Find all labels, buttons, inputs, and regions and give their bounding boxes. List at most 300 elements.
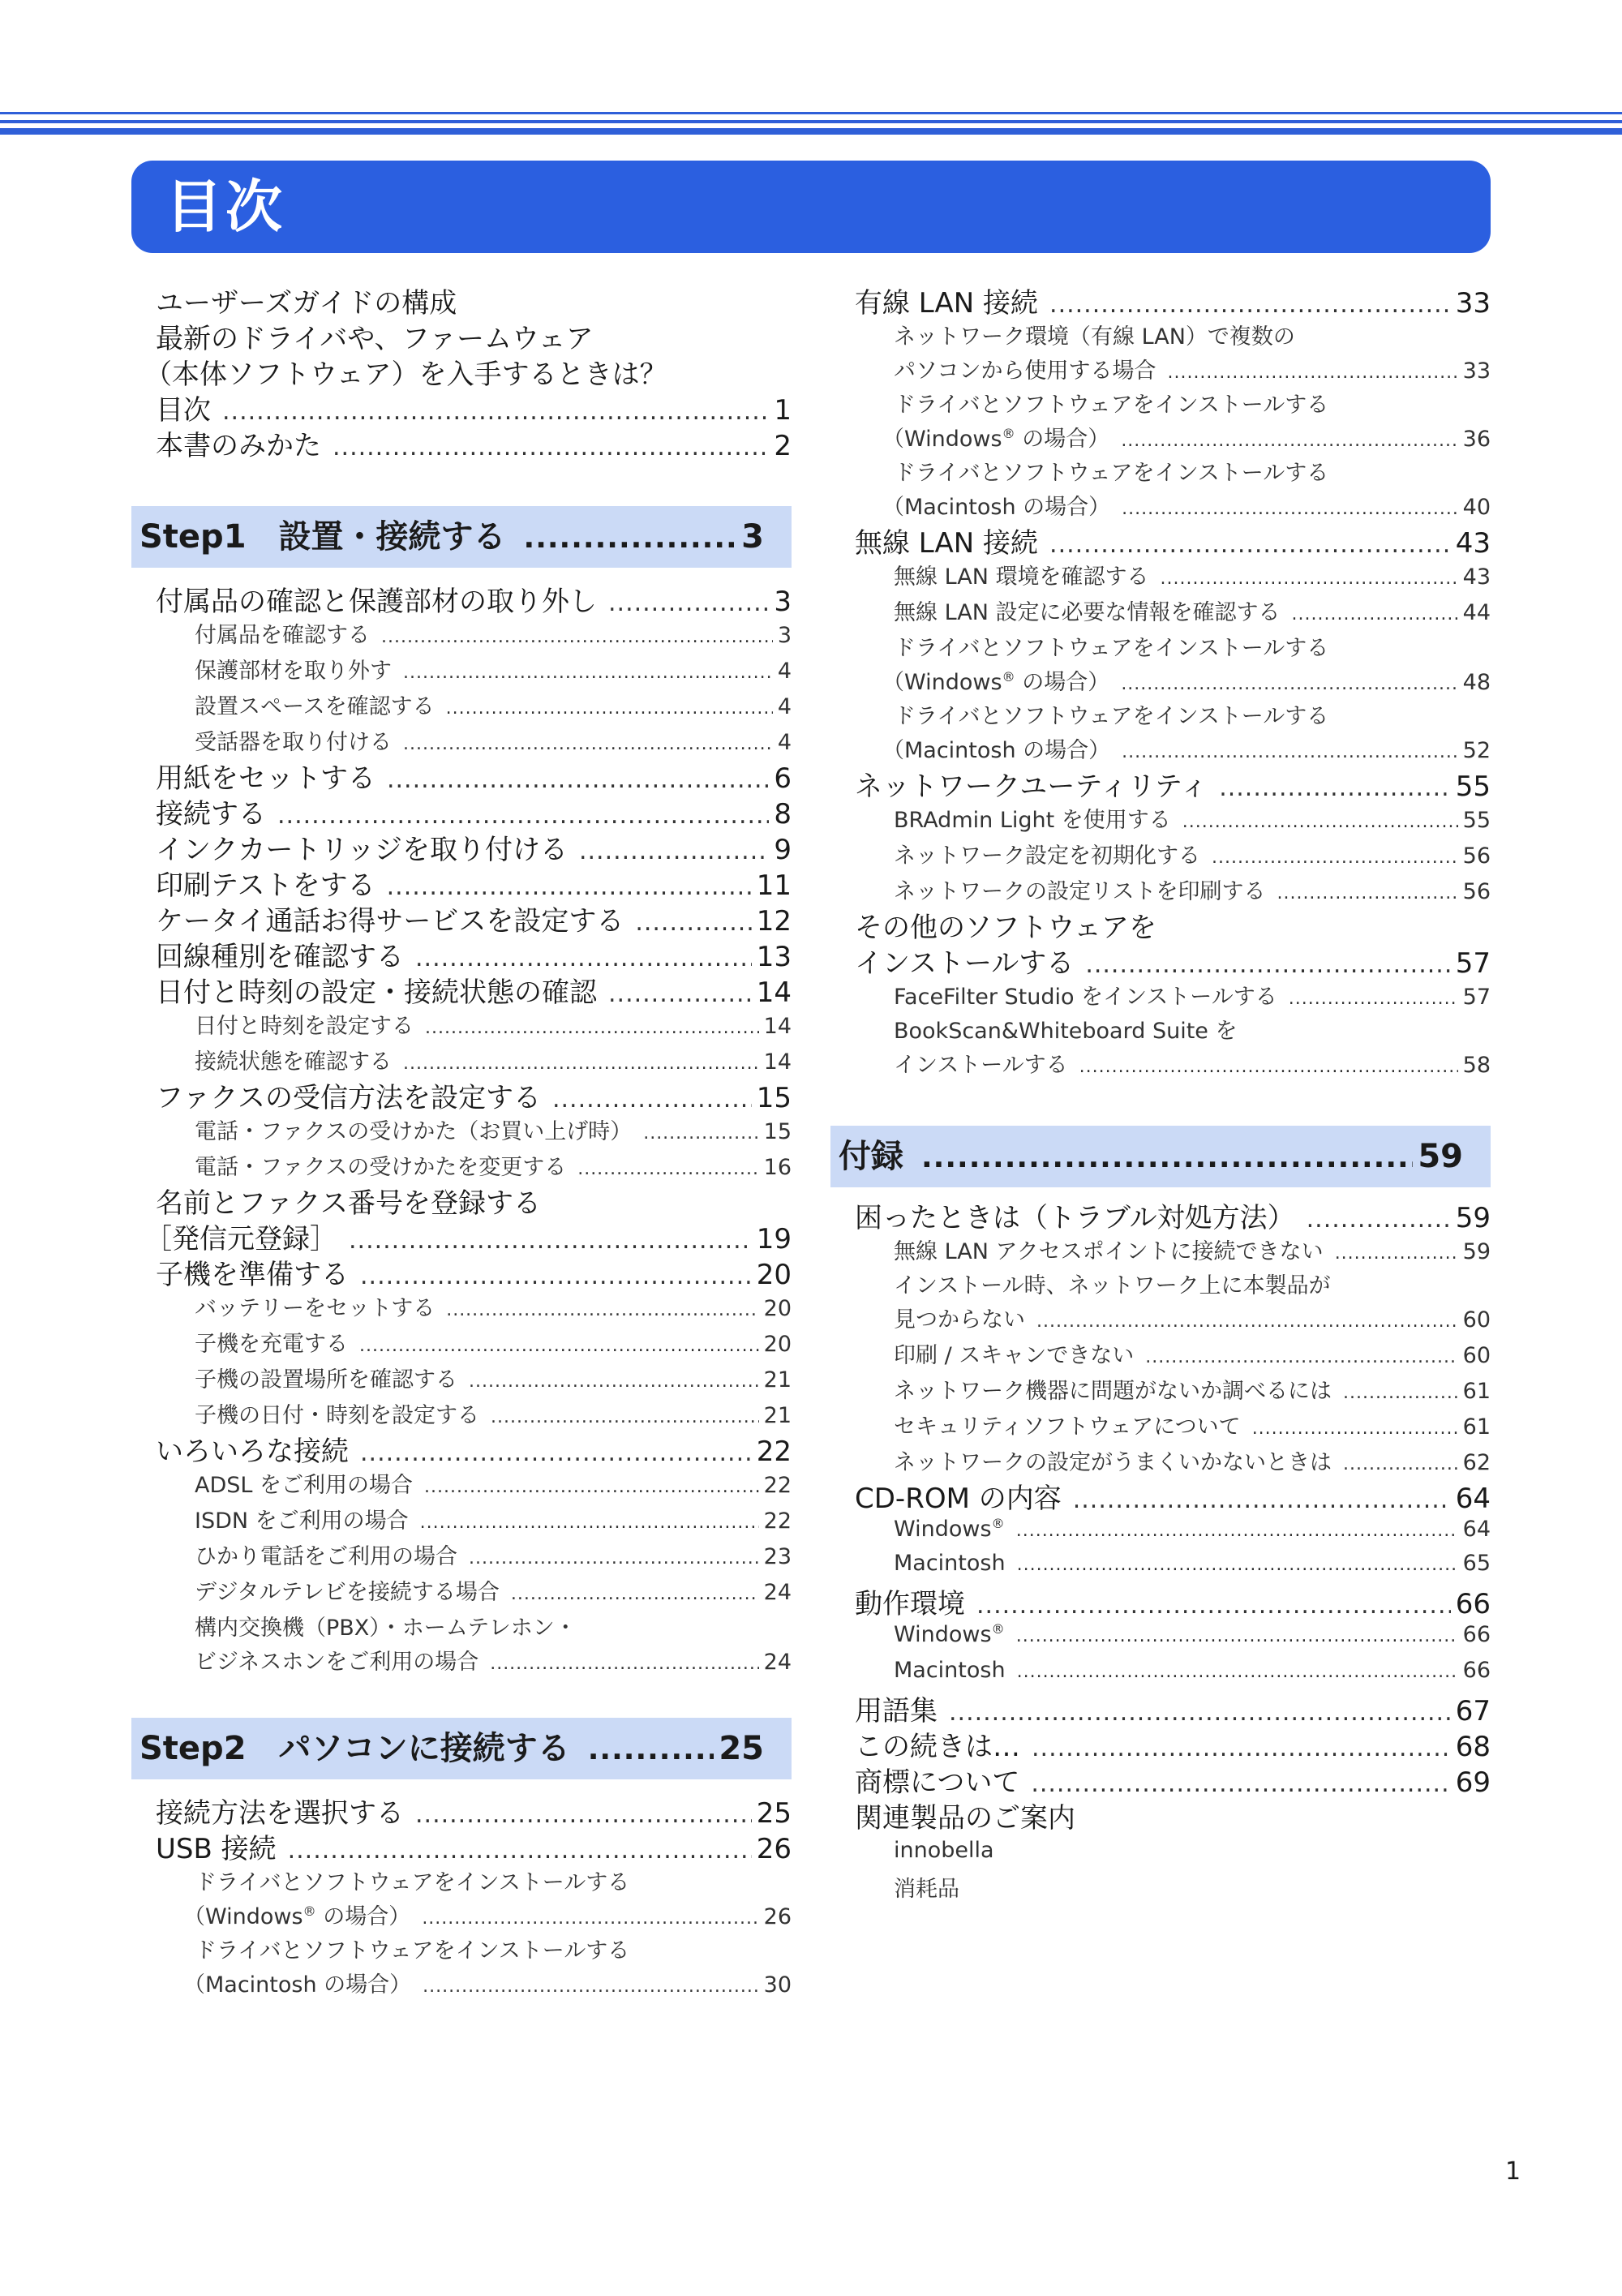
toc-subitem-label: ドライバとソフトウェアをインストールする — [894, 393, 1329, 418]
toc-subitem-label: パソコンから使用する場合 — [894, 358, 1156, 384]
registered-mark: ® — [1002, 669, 1015, 685]
toc-page-number: 21 — [763, 1403, 792, 1428]
section-label: 付録 — [839, 1138, 903, 1175]
toc-page-number: 15 — [763, 1119, 792, 1144]
toc-item-label: 無線 LAN 接続 — [855, 527, 1039, 560]
toc-page-number: 24 — [763, 1650, 792, 1675]
toc-subitem[interactable] — [131, 1364, 792, 1397]
toc-subitem[interactable] — [131, 1577, 792, 1609]
toc-subitem[interactable] — [830, 1304, 1491, 1337]
toc-subitem[interactable] — [131, 1541, 792, 1573]
toc-page-number: 59 — [1462, 1239, 1491, 1264]
toc-subitem-label: ビジネスホンをご利用の場合 — [195, 1650, 479, 1675]
toc-item-label: 用語集 — [855, 1695, 938, 1727]
toc-subitem-label: （Macintosh の場合） — [882, 495, 1111, 520]
toc-page-number: 57 — [1455, 947, 1491, 980]
dot-leader — [1122, 736, 1457, 769]
toc-item-label: 関連製品のご案内 — [855, 1802, 1075, 1835]
toc-item[interactable] — [131, 1080, 792, 1116]
toc-page-number: 14 — [763, 1049, 792, 1075]
toc-item[interactable] — [131, 428, 792, 464]
toc-item[interactable] — [131, 1434, 792, 1470]
toc-subitem-label: （Macintosh の場合） — [183, 1972, 412, 1998]
toc-subitem[interactable] — [131, 620, 792, 652]
dot-leader — [403, 657, 773, 689]
toc-page-number: 33 — [1455, 287, 1491, 320]
registered-mark: ® — [303, 1903, 316, 1919]
dot-leader — [949, 1695, 1451, 1731]
toc-page-number: 2 — [774, 430, 792, 462]
toc-subitem[interactable] — [830, 1236, 1491, 1268]
toc-item[interactable] — [131, 868, 792, 903]
toc-page-number: 26 — [756, 1833, 792, 1865]
section-header-step2[interactable] — [131, 1718, 792, 1779]
toc-subitem-label: BRAdmin Light を使用する — [894, 808, 1171, 833]
toc-subitem-label: 保護部材を取り外す — [195, 659, 392, 684]
toc-subitem-label: 子機を充電する — [195, 1332, 348, 1357]
toc-item[interactable] — [131, 903, 792, 939]
toc-page-number: 62 — [1462, 1450, 1491, 1475]
toc-subitem[interactable] — [830, 1015, 1491, 1048]
toc-item-label: 付属品の確認と保護部材の取り外し — [156, 586, 597, 618]
toc-item-label: 用紙をセットする — [156, 762, 375, 795]
toc-subitem[interactable] — [830, 1654, 1491, 1687]
dot-leader — [1049, 527, 1451, 563]
toc-item-label: 困ったときは（トラブル対処方法） — [855, 1202, 1295, 1234]
header-rule-thick — [0, 128, 1622, 135]
title-banner — [131, 161, 1491, 253]
registered-mark: ® — [1002, 426, 1015, 441]
dot-leader — [349, 1223, 752, 1259]
toc-page-number: 19 — [756, 1223, 792, 1255]
toc-subitem[interactable] — [830, 1619, 1491, 1651]
toc-subitem[interactable] — [131, 1867, 792, 1899]
toc-subitem-label: Macintosh — [894, 1658, 1006, 1683]
toc-subitem[interactable] — [131, 1901, 792, 1933]
dot-leader — [643, 1118, 758, 1150]
toc-page-number: 1 — [774, 394, 792, 427]
toc-subitem-label: 無線 LAN 環境を確認する — [894, 564, 1149, 590]
toc-subitem-label: ドライバとソフトウェアをインストールする — [195, 1870, 630, 1895]
toc-item[interactable] — [131, 1796, 792, 1831]
toc-item[interactable] — [830, 1800, 1491, 1836]
toc-item-label: 動作環境 — [855, 1588, 965, 1620]
toc-item[interactable] — [131, 321, 792, 357]
toc-page-number: 44 — [1462, 600, 1491, 625]
toc-page-number: 56 — [1462, 843, 1491, 869]
toc-subitem-label: Macintosh — [894, 1551, 1006, 1576]
dot-leader — [1121, 668, 1457, 701]
toc-item[interactable] — [131, 1186, 792, 1221]
toc-item[interactable] — [830, 1200, 1491, 1236]
section-label: Step2 パソコンに接続する — [139, 1730, 570, 1767]
toc-subitem[interactable] — [131, 1646, 792, 1679]
toc-subitem[interactable] — [830, 633, 1491, 665]
toc-subitem[interactable] — [830, 389, 1491, 422]
toc-subitem[interactable] — [830, 1375, 1491, 1408]
dot-leader — [387, 762, 769, 798]
toc-subitem[interactable] — [830, 1835, 1491, 1867]
toc-item-label: ［発信元登録］ — [144, 1223, 337, 1255]
toc-item-label: （本体ソフトウェア）を入手するときは？ — [144, 358, 667, 391]
toc-page-number: 69 — [1455, 1766, 1491, 1799]
header-rule-medium — [0, 120, 1622, 123]
section-label: Step1 設置・接続する — [139, 518, 506, 556]
toc-item[interactable] — [830, 769, 1491, 805]
toc-subitem-label: 受話器を取り付ける — [195, 730, 392, 755]
toc-item-label: 本書のみかた — [156, 430, 321, 462]
dot-leader — [921, 1127, 1413, 1189]
toc-item[interactable] — [131, 761, 792, 796]
toc-subitem[interactable] — [131, 1935, 792, 1968]
dot-leader — [1343, 1448, 1458, 1481]
toc-subitem-label: ネットワーク設定を初期化する — [894, 843, 1200, 869]
toc-subitem[interactable] — [131, 1116, 792, 1148]
toc-page-number: 59 — [1455, 1202, 1491, 1234]
toc-page-number: 55 — [1455, 770, 1491, 803]
toc-page-number: 66 — [1455, 1588, 1491, 1620]
dot-leader — [1219, 770, 1451, 806]
toc-subitem[interactable] — [830, 1873, 1491, 1906]
toc-item-label: この続きは… — [855, 1731, 1020, 1763]
toc-subitem[interactable] — [131, 1470, 792, 1502]
toc-page-number: 33 — [1462, 358, 1491, 384]
toc-page-number: 13 — [756, 941, 792, 973]
toc-subitem-label: （Macintosh の場合） — [882, 738, 1111, 763]
toc-item-label: インストールする — [855, 947, 1075, 980]
toc-item-label: ネットワークユーティリティ — [855, 770, 1208, 803]
toc-page-number: 3 — [777, 623, 792, 648]
dot-leader — [1335, 1238, 1458, 1270]
dot-leader — [552, 1082, 752, 1118]
dot-leader — [1049, 287, 1451, 323]
toc-page-number: 36 — [1462, 427, 1491, 452]
dot-leader — [1031, 1766, 1450, 1802]
toc-item[interactable] — [830, 910, 1491, 946]
toc-subitem-label: 電話・ファクスの受けかた（お買い上げ時） — [195, 1119, 633, 1144]
toc-subitem[interactable] — [830, 561, 1491, 594]
toc-page-number: 58 — [1462, 1053, 1491, 1078]
toc-page-number: 67 — [1455, 1695, 1491, 1727]
toc-subitem-label: Windows® — [894, 1516, 1005, 1542]
toc-subitem[interactable] — [830, 1547, 1491, 1580]
toc-page-number: 6 — [774, 762, 792, 795]
toc-page-number: 8 — [774, 798, 792, 830]
toc-page-number: 24 — [763, 1580, 792, 1605]
toc-item-label: 子機を準備する — [156, 1259, 349, 1291]
dot-leader — [1017, 1656, 1458, 1689]
dot-leader — [360, 1259, 752, 1294]
toc-item-label: 日付と時刻の設定・接続状態の確認 — [156, 976, 597, 1009]
dot-leader — [1017, 1549, 1458, 1581]
dot-leader — [446, 1294, 758, 1327]
toc-page-number: 55 — [1462, 808, 1491, 833]
toc-page-number: 64 — [1462, 1517, 1491, 1542]
toc-page-number: 20 — [763, 1296, 792, 1321]
header-rule-thin — [0, 112, 1622, 114]
toc-page-number: 61 — [1462, 1414, 1491, 1440]
toc-subitem[interactable] — [131, 1400, 792, 1432]
dot-leader — [415, 941, 752, 976]
toc-subitem[interactable] — [830, 321, 1491, 354]
toc-item[interactable] — [830, 526, 1491, 561]
toc-page-number: 30 — [763, 1972, 792, 1998]
dot-leader — [360, 1436, 752, 1471]
dot-leader — [490, 1648, 758, 1680]
toc-subitem-label: （Windows® の場合） — [882, 669, 1110, 695]
toc-item[interactable] — [830, 1586, 1491, 1622]
toc-item-label: 名前とファクス番号を登録する — [156, 1187, 541, 1220]
toc-subitem[interactable] — [830, 1340, 1491, 1372]
toc-item[interactable] — [131, 1257, 792, 1293]
toc-item-label: 商標について — [855, 1766, 1020, 1799]
toc-item[interactable] — [131, 832, 792, 868]
toc-subitem[interactable] — [131, 1011, 792, 1043]
toc-subitem-label: ドライバとソフトウェアをインストールする — [195, 1938, 630, 1963]
page-title: 目次 — [165, 174, 285, 240]
toc-page-number: 25 — [756, 1797, 792, 1830]
toc-subitem[interactable] — [830, 981, 1491, 1014]
toc-item-label: 有線 LAN 接続 — [855, 287, 1039, 320]
toc-subitem[interactable] — [131, 691, 792, 723]
toc-subitem[interactable] — [830, 840, 1491, 873]
dot-leader — [579, 834, 769, 869]
toc-subitem-label: Windows® — [894, 1621, 1005, 1647]
section-header-step1[interactable] — [131, 506, 792, 568]
toc-subitem[interactable] — [131, 1328, 792, 1361]
dot-leader — [288, 1833, 752, 1869]
toc-subitem-label: 子機の設置場所を確認する — [195, 1367, 457, 1393]
dot-leader — [1145, 1341, 1457, 1374]
toc-page-number: 26 — [763, 1904, 792, 1929]
toc-subitem-label: ネットワーク機器に問題がないか調べるには — [894, 1379, 1332, 1404]
dot-leader — [423, 1971, 758, 2003]
toc-subitem-label: 構内交換機（PBX）・ホームテレホン・ — [195, 1616, 577, 1641]
toc-item[interactable] — [131, 584, 792, 620]
toc-subitem[interactable] — [830, 805, 1491, 837]
dot-leader — [577, 1153, 758, 1186]
toc-page-number: 9 — [774, 834, 792, 866]
toc-page-number: 57 — [1462, 985, 1491, 1010]
dot-leader — [403, 728, 773, 761]
dot-leader — [1085, 947, 1450, 983]
dot-leader — [422, 1903, 758, 1935]
dot-leader — [1036, 1306, 1458, 1338]
registered-mark: ® — [991, 1621, 1005, 1637]
toc-subitem[interactable] — [830, 735, 1491, 767]
toc-subitem-label: （Windows® の場合） — [882, 426, 1110, 452]
section-page-number: 25 — [719, 1730, 764, 1767]
toc-item-label: CD-ROM の内容 — [855, 1483, 1062, 1515]
toc-subitem-label: ひかり電話をご利用の場合 — [195, 1544, 457, 1569]
dot-leader — [1277, 878, 1457, 910]
toc-subitem-label: インストールする — [894, 1053, 1068, 1078]
toc-page-number: 4 — [777, 694, 792, 719]
toc-item[interactable] — [131, 1831, 792, 1867]
toc-subitem-label: ドライバとソフトウェアをインストールする — [894, 636, 1329, 661]
toc-subitem-label: ISDN をご利用の場合 — [195, 1508, 409, 1534]
dot-leader — [1252, 1413, 1458, 1445]
toc-page-number: 20 — [756, 1259, 792, 1291]
dot-leader — [333, 430, 769, 466]
dot-leader — [1289, 983, 1458, 1015]
toc-item-label: ファクスの受信方法を設定する — [156, 1082, 541, 1114]
toc-subitem[interactable] — [830, 701, 1491, 733]
toc-page-number: 21 — [763, 1367, 792, 1393]
toc-page-number: 60 — [1462, 1343, 1491, 1368]
toc-subitem-label: バッテリーをセットする — [195, 1296, 436, 1321]
dot-leader — [1292, 599, 1458, 631]
dot-leader — [222, 394, 769, 430]
toc-subitem-label: innobella — [894, 1838, 994, 1863]
toc-subitem[interactable] — [830, 491, 1491, 524]
dot-leader — [1161, 563, 1458, 595]
toc-subitem-label: （Windows® の場合） — [183, 1903, 411, 1929]
toc-item[interactable] — [830, 1765, 1491, 1800]
toc-item[interactable] — [131, 939, 792, 975]
toc-item[interactable] — [830, 946, 1491, 981]
dot-leader — [1122, 493, 1457, 526]
toc-subitem[interactable] — [830, 597, 1491, 629]
toc-subitem[interactable] — [131, 655, 792, 688]
dot-leader — [1032, 1731, 1451, 1766]
toc-subitem[interactable] — [830, 355, 1491, 388]
toc-page-number: 64 — [1455, 1483, 1491, 1515]
toc-page-number: 4 — [777, 730, 792, 755]
toc-page-number: 16 — [763, 1155, 792, 1180]
toc-subitem[interactable] — [830, 1447, 1491, 1479]
toc-item[interactable] — [830, 285, 1491, 321]
dot-leader — [1121, 425, 1457, 457]
toc-page-number: 11 — [756, 869, 792, 902]
toc-subitem[interactable] — [131, 1505, 792, 1538]
dot-leader — [446, 693, 773, 725]
toc-subitem-label: 付属品を確認する — [195, 623, 370, 648]
dot-leader — [1016, 1620, 1458, 1653]
toc-subitem-label: 無線 LAN アクセスポイントに接続できない — [894, 1239, 1324, 1264]
toc-subitem[interactable] — [830, 423, 1491, 456]
toc-page-number: 15 — [756, 1082, 792, 1114]
toc-page-number: 40 — [1462, 495, 1491, 520]
dot-leader — [420, 1507, 759, 1539]
toc-page-number: 22 — [763, 1508, 792, 1534]
toc-item[interactable] — [131, 975, 792, 1011]
toc-subitem-label: 無線 LAN 設定に必要な情報を確認する — [894, 600, 1281, 625]
toc-subitem[interactable] — [131, 1612, 792, 1645]
toc-subitem[interactable] — [830, 1411, 1491, 1444]
toc-subitem-label: デジタルテレビを接続する場合 — [195, 1580, 500, 1605]
toc-item[interactable] — [830, 1693, 1491, 1729]
toc-subitem-label: ドライバとソフトウェアをインストールする — [894, 461, 1329, 486]
dot-leader — [403, 1048, 759, 1080]
toc-item-label: ユーザーズガイドの構成 — [156, 287, 457, 320]
toc-subitem-label: セキュリティソフトウェアについて — [894, 1414, 1241, 1440]
dot-leader — [469, 1366, 759, 1398]
toc-item[interactable] — [830, 1729, 1491, 1765]
toc-subitem-label: 見つからない — [894, 1307, 1025, 1333]
toc-item[interactable] — [131, 1221, 792, 1257]
toc-page-number: 22 — [756, 1436, 792, 1468]
toc-item[interactable] — [131, 796, 792, 832]
toc-item[interactable] — [131, 393, 792, 428]
toc-subitem-label: ドライバとソフトウェアをインストールする — [894, 704, 1329, 729]
toc-subitem[interactable] — [131, 1969, 792, 2002]
toc-page-number: 60 — [1462, 1307, 1491, 1333]
dot-leader — [424, 1471, 759, 1504]
registered-mark: ® — [991, 1516, 1005, 1531]
toc-item[interactable] — [131, 285, 792, 321]
toc-item[interactable] — [131, 357, 792, 393]
toc-page-number: 66 — [1462, 1622, 1491, 1647]
toc-subitem[interactable] — [830, 457, 1491, 490]
toc-subitem-label: ネットワーク環境（有線 LAN）で複数の — [894, 324, 1295, 350]
toc-subitem-label: インストール時、ネットワーク上に本製品が — [894, 1273, 1331, 1298]
toc-subitem-label: ネットワークの設定リストを印刷する — [894, 879, 1266, 904]
dot-leader — [469, 1543, 759, 1575]
toc-item-label: ケータイ通話お得サービスを設定する — [156, 905, 624, 938]
toc-page-number: 20 — [763, 1332, 792, 1357]
toc-subitem[interactable] — [830, 1513, 1491, 1546]
dot-leader — [1182, 806, 1458, 839]
section-header-appendix[interactable] — [830, 1126, 1491, 1187]
toc-subitem-label: 子機の日付・時刻を設定する — [195, 1403, 479, 1428]
toc-item-label: 印刷テストをする — [156, 869, 375, 902]
toc-page-number: 12 — [756, 905, 792, 938]
toc-item[interactable] — [830, 1481, 1491, 1517]
toc-item-label: 接続する — [156, 798, 266, 830]
toc-subitem-label: FaceFilter Studio をインストールする — [894, 985, 1277, 1010]
toc-subitem[interactable] — [830, 1270, 1491, 1302]
dot-leader — [588, 1719, 714, 1781]
toc-item-label: その他のソフトウェアを — [855, 912, 1156, 944]
toc-subitem[interactable] — [131, 1152, 792, 1184]
dot-leader — [277, 798, 769, 834]
dot-leader — [635, 905, 751, 941]
toc-subitem[interactable] — [830, 876, 1491, 908]
dot-leader — [491, 1401, 759, 1434]
page-number: 1 — [1505, 2157, 1521, 2186]
dot-leader — [1212, 842, 1458, 874]
dot-leader — [1079, 1051, 1458, 1084]
toc-page-number: 22 — [763, 1473, 792, 1498]
toc-page-number: 65 — [1462, 1551, 1491, 1576]
dot-leader — [1343, 1377, 1458, 1410]
toc-subitem[interactable] — [830, 667, 1491, 699]
toc-page-number: 43 — [1455, 527, 1491, 560]
toc-subitem[interactable] — [830, 1049, 1491, 1082]
toc-page-number: 61 — [1462, 1379, 1491, 1404]
toc-subitem-label: 印刷 / スキャンできない — [894, 1343, 1135, 1368]
dot-leader — [381, 621, 773, 654]
section-page-number: 3 — [741, 518, 764, 556]
toc-item-label: 目次 — [156, 394, 211, 427]
section-page-number: 59 — [1418, 1138, 1463, 1175]
toc-item-label: 最新のドライバや、ファームウェア — [156, 323, 594, 355]
toc-page-number: 3 — [774, 586, 792, 618]
toc-subitem[interactable] — [131, 1046, 792, 1079]
toc-subitem-label: 設置スペースを確認する — [195, 694, 435, 719]
toc-subitem-label: 電話・ファクスの受けかたを変更する — [195, 1155, 567, 1180]
toc-item-label: いろいろな接続 — [156, 1436, 349, 1468]
toc-subitem-label: ネットワークの設定がうまくいかないときは — [894, 1450, 1332, 1475]
toc-subitem-label: 消耗品 — [894, 1877, 959, 1902]
toc-subitem[interactable] — [131, 1293, 792, 1325]
toc-page-number: 68 — [1455, 1731, 1491, 1763]
toc-page-number: 4 — [777, 659, 792, 684]
dot-leader — [1167, 357, 1457, 389]
toc-subitem[interactable] — [131, 727, 792, 759]
dot-leader — [1016, 1515, 1458, 1547]
